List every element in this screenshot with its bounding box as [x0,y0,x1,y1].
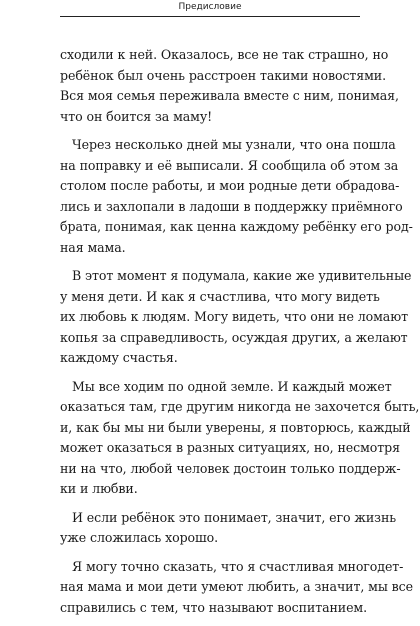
text-line: справились с тем, что называют воспитанием. [60,599,368,615]
text-line: ки и любви. [60,481,138,496]
text-line: Вся моя семья переживала вместе с ним, понимая, [60,88,399,103]
header-rule [60,16,360,17]
text-line: ни на что, любой человек достоин только поддерж- [60,460,401,476]
paragraph [60,377,420,500]
text-line: что он боится за маму! [60,108,213,124]
running-head-title: Предисловие [178,2,242,12]
paragraph [60,557,413,619]
paragraph [60,508,396,549]
text-line: И если ребёнок это понимает, значит, его жизнь [72,509,396,525]
text-line: ребёнок был очень расстроен такими новостями. [60,67,387,83]
text-line: у меня дети. И как я счастлива, что могу видеть [60,288,380,304]
body-text [60,45,420,626]
text-line: лись и захлопали в ладоши в поддержку приёмного [60,198,403,214]
text-line: ная мама. [60,239,126,255]
text-line: В этот момент я подумала, какие же удивительные [72,268,412,283]
paragraph [60,266,412,369]
paragraph [60,45,399,127]
paragraph [60,135,413,258]
text-line: и, как бы мы ни были уверены, я повторюсь, каждый [60,419,411,435]
text-line: каждому счастья. [60,350,178,365]
text-line: столом после работы, и мои родные дети обрадова- [60,178,400,193]
text-line: оказаться там, где другим никогда не захочется быть, [60,399,420,414]
text-line: Я могу точно сказать, что я счастливая многодет- [72,558,404,574]
text-line: Мы все ходим по одной земле. И каждый может [72,378,392,394]
text-line: уже сложилась хорошо. [60,530,219,545]
text-line: сходили к ней. Оказалось, все не так страшно, но [60,47,389,62]
text-line: Через несколько дней мы узнали, что она пошла [72,137,396,152]
text-line: на поправку и её выписали. Я сообщила об этом за [60,157,399,173]
text-line: брата, понимая, как ценна каждому ребёнку его род- [60,219,413,234]
text-line: ная мама и мои дети умеют любить, а значит, мы все [60,579,413,594]
text-line: может оказаться в разных ситуациях, но, несмотря [60,440,400,455]
text-line: копья за справедливость, осуждая других, а желают [60,329,408,345]
text-line: их любовь к людям. Могу видеть, что они не ломают [60,309,408,324]
